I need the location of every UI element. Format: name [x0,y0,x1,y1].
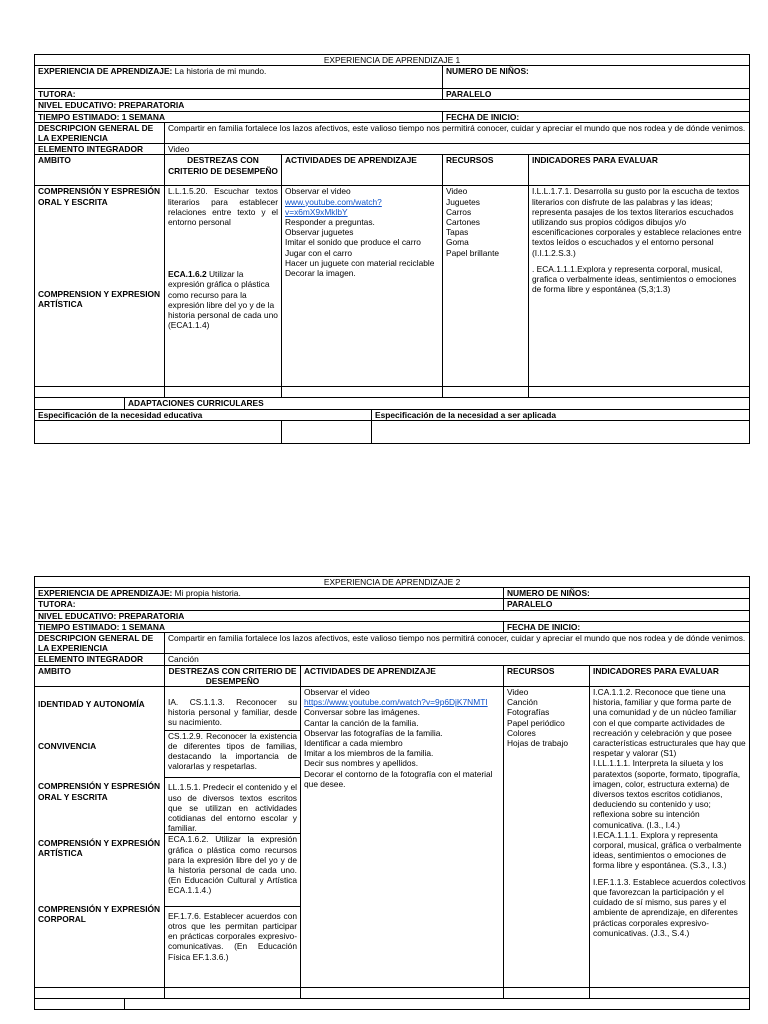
elemento-integrador-label: ELEMENTO INTEGRADOR [35,144,165,155]
ambito-item: COMPRENSION Y EXPRESION ARTÍSTICA [38,288,161,310]
recurso-item: Juguetes [446,196,480,207]
nivel-educativo-cell: NIVEL EDUCATIVO: PREPARATORIA [35,610,750,621]
empty-cell [35,398,125,409]
actividades-cell [301,687,504,988]
descripcion-label: DESCRIPCION GENERAL DE LA EXPERIENCIA [35,122,165,143]
experiencia-value: Mi propia historia. [172,588,241,599]
fecha-inicio-cell: FECHA DE INICIO: [504,621,750,632]
elemento-integrador-value: Video [165,144,750,155]
recursos-cell [504,687,590,988]
descripcion-value: Compartir en familia fortalece los lazos afectivos, este valioso tiempo nos permitirá conocer, cuidar y apreciar el mundo que nos rodea y de dónde venimos. [165,633,750,654]
actividad-item: Observar las fotografías de la familia. [304,727,443,738]
indicador-item: I.ECA.1.1.1. Explora y representa corporal, musical, gráfica o verbalmente ideas, sentimientos o emociones de forma libre y espontánea. (S.3., I.3.) [593,829,742,871]
recurso-item: Papel brillante [446,247,500,258]
recurso-item: Tapas [446,227,469,238]
ambito-item: COMPRENSIÓN Y ESPRESIÓN ORAL Y ESCRITA [38,186,161,207]
destreza-item: CS.1.2.9. Reconocer la existencia de diferentes tipos de familias, destacando la importancia de valorarlas y respetarlas. [165,731,300,779]
adaptaciones-title: ADAPTACIONES CURRICULARES [125,398,750,409]
experiencia-label: EXPERIENCIA DE APRENDIZAJE: [38,66,173,77]
recurso-item: Canción [507,697,538,708]
ambito-cell [35,186,165,387]
header-ambito: AMBITO [35,665,165,686]
destreza-item: IA. CS.1.1.3. Reconocer su historia personal y familiar, desde su nacimiento. [165,687,300,731]
descripcion-label: DESCRIPCION GENERAL DE LA EXPERIENCIA [35,633,165,654]
tutora-cell: TUTORA: [35,89,443,100]
empty-cell [35,420,282,443]
paralelo-cell: PARALELO [443,89,750,100]
header-indicadores: INDICADORES PARA EVALUAR [529,155,750,186]
empty-cell [35,387,165,398]
actividad-item: Observar juguetes [285,227,354,238]
tiempo-estimado-cell: TIEMPO ESTIMADO: 1 SEMANA [35,111,443,122]
header-destrezas: DESTREZAS CON CRITERIO DE DESEMPEÑO [165,665,301,686]
ambito-cell [35,687,165,988]
empty-cell [35,988,165,999]
nivel-educativo-cell: NIVEL EDUCATIVO: PREPARATORIA [35,100,750,111]
header-indicadores: INDICADORES PARA EVALUAR [590,665,750,686]
elemento-integrador-label: ELEMENTO INTEGRADOR [35,654,165,665]
experiencia-label: EXPERIENCIA DE APRENDIZAJE: [38,588,173,599]
numero-ninos-cell: NUMERO DE NIÑOS: [504,588,750,599]
header-ambito: AMBITO [35,155,165,186]
actividad-video [285,186,439,217]
indicador-item: I.CA.1.1.2. Reconoce que tiene una historia, familiar y que forma parte de una comunidad y de un núcleo familiar con el que comparte actividades de recreación y celebración y que posee características estructurales que hay que respetar y valorar (S1) [593,687,746,759]
paralelo-cell: PARALELO [504,599,750,610]
ambito-item: IDENTIDAD Y AUTONOMÍA [38,699,145,710]
elemento-integrador-value: Canción [165,654,750,665]
indicadores-cell [529,186,750,387]
actividad-item: Decir sus nombres y apellidos. [304,758,419,769]
ambito-item: COMPRENSIÓN Y EXPRESIÓN ARTÍSTICA [38,837,161,859]
actividad-item: Jugar con el carro [285,247,353,258]
actividad-item: Conversar sobre las imágenes. [304,707,420,718]
video-link[interactable]: https://www.youtube.com/watch?v=9p6DjK7NMTI [304,697,488,708]
recurso-item: Papel periódico [507,717,565,728]
recurso-item: Hojas de trabajo [507,738,568,749]
destrezas-cell [165,186,282,387]
actividad-item: Decorar la imagen. [285,268,356,279]
actividad-item: Decorar el contorno de la fotografía con el material que desee. [304,768,493,789]
experiencia-title: EXPERIENCIA DE APRENDIZAJE 1 [35,55,750,66]
experiencia-table-1 [34,54,750,444]
ambito-item: COMPRENSIÓN Y EXPRESIÓN CORPORAL [38,904,161,925]
destrezas-cell [165,687,301,988]
actividad-item: Observar el video [304,687,370,698]
actividad-item: Hacer un juguete con material reciclable [285,257,435,268]
descripcion-value: Compartir en familia fortalece los lazos afectivos, este valioso tiempo nos permitirá conocer, cuidar y apreciar el mundo que nos rodea y de dónde venimos. [165,122,750,143]
indicador-item: I.EF.1.1.3. Establece acuerdos colectivos que favorezcan la participación y el cuidado de sí mismo, sus pares y el ambiente de aprendizaje, en diferentes prácticas corporales expresivo-comunicativas. (J.3., S.4.) [593,876,746,938]
ambito-item: COMPRENSIÓN Y ESPRESIÓN ORAL Y ESCRITA [38,781,161,802]
especificacion-necesidad: Especificación de la necesidad educativa [35,409,372,420]
experiencia-table-2 [34,576,750,1010]
destreza-text: Utilizar la expresión gráfica o plástica como recurso para la expresión libre del yo y de la historia personal de cada uno (ECA1.1.4) [168,269,278,331]
header-recursos: RECURSOS [504,665,590,686]
destreza-item [168,269,278,330]
recurso-item: Cartones [446,217,480,228]
header-actividades: ACTIVIDADES DE APRENDIZAJE [301,665,504,686]
indicador-item: . ECA.1.1.1.Explora y representa corporal, musical, grafica o verbalmente ideas, sentimientos o emociones de forma libre y espontánea (S,3;1.3) [532,263,737,295]
experiencia-value: La historia de mi mundo. [172,66,267,77]
recurso-item: Goma [446,237,469,248]
recurso-item: Fotografías [507,707,550,718]
tutora-cell: TUTORA: [35,599,504,610]
destreza-code: ECA.1.6.2 [168,269,207,280]
actividad-video-prefix: Observar el video [285,186,351,197]
fecha-inicio-cell: FECHA DE INICIO: [443,111,750,122]
destreza-item: LL.1.5.1. Predecir el contenido y el uso de diversos textos escritos que se utilizan en actividades cotidianas del entorno escolar y familiar. [165,778,300,834]
actividad-item: Cantar la canción de la familia. [304,717,419,728]
destreza-item: EF.1.7.6. Establecer acuerdos con otros que les permitan participar en prácticas corporales expresivo-comunicativas. (En Educación Física EF.1.3.6.) [168,910,297,962]
indicador-item: I.LL.1.1.1. Interpreta la silueta y los paratextos (soporte, formato, tipografía, imagen, color, estructura externa) de diversos textos escritos cotidianos, deduciendo su contenido y uso; reflexiona sobre su intención comunicativa. (I.3., I.4.) [593,758,741,830]
ambito-item: CONVIVENCIA [38,741,97,752]
header-destrezas: DESTREZAS CON CRITERIO DE DESEMPEÑO [165,155,282,186]
actividad-item: Imitar el sonido que produce el carro [285,237,421,248]
indicador-item: I.L.L.1.7.1. Desarrolla su gusto por la escucha de textos literarios con disfrute de las palabras y las ideas; representa pasajes de los textos literarios escuchados utilizando sus propios códigos dibujos y/o escenificaciones corporales y establece relaciones entre textos leídos o escuchados y el entorno personal (I.I.1.2.S.3.) [532,186,742,258]
experiencia-name-cell [35,66,443,89]
tiempo-estimado-cell: TIEMPO ESTIMADO: 1 SEMANA [35,621,504,632]
actividad-item: Imitar a los miembros de la familia. [304,748,434,759]
experiencia-name-cell [35,588,504,599]
actividades-cell [282,186,443,387]
actividad-item: Responder a preguntas. [285,217,375,228]
actividad-item: Identificar a cada miembro [304,738,403,749]
recursos-cell [443,186,529,387]
header-recursos: RECURSOS [443,155,529,186]
destreza-item: ECA.1.6.2. Utilizar la expresión gráfica o plástica como recursos para la expresión libre del yo y de la historia personal de cada uno. (En Educación Cultural y Artística ECA.1.1.4.) [165,834,300,906]
numero-ninos-cell: NUMERO DE NIÑOS: [443,66,750,89]
empty-cell [35,999,125,1010]
especificacion-aplicada: Especificación de la necesidad a ser aplicada [372,409,750,420]
indicadores-cell [590,687,750,988]
recurso-item: Video [446,186,468,197]
recurso-item: Video [507,687,529,698]
recurso-item: Colores [507,727,536,738]
experiencia-title: EXPERIENCIA DE APRENDIZAJE 2 [35,577,750,588]
video-link[interactable]: www.youtube.com/watch?v=x6mX9xMklbY [285,196,382,217]
recurso-item: Carros [446,206,472,217]
destreza-item: L.L.1.5.20. Escuchar textos literarios para establecer relaciones entre texto y el entorno personal [168,186,278,228]
header-actividades: ACTIVIDADES DE APRENDIZAJE [282,155,443,186]
